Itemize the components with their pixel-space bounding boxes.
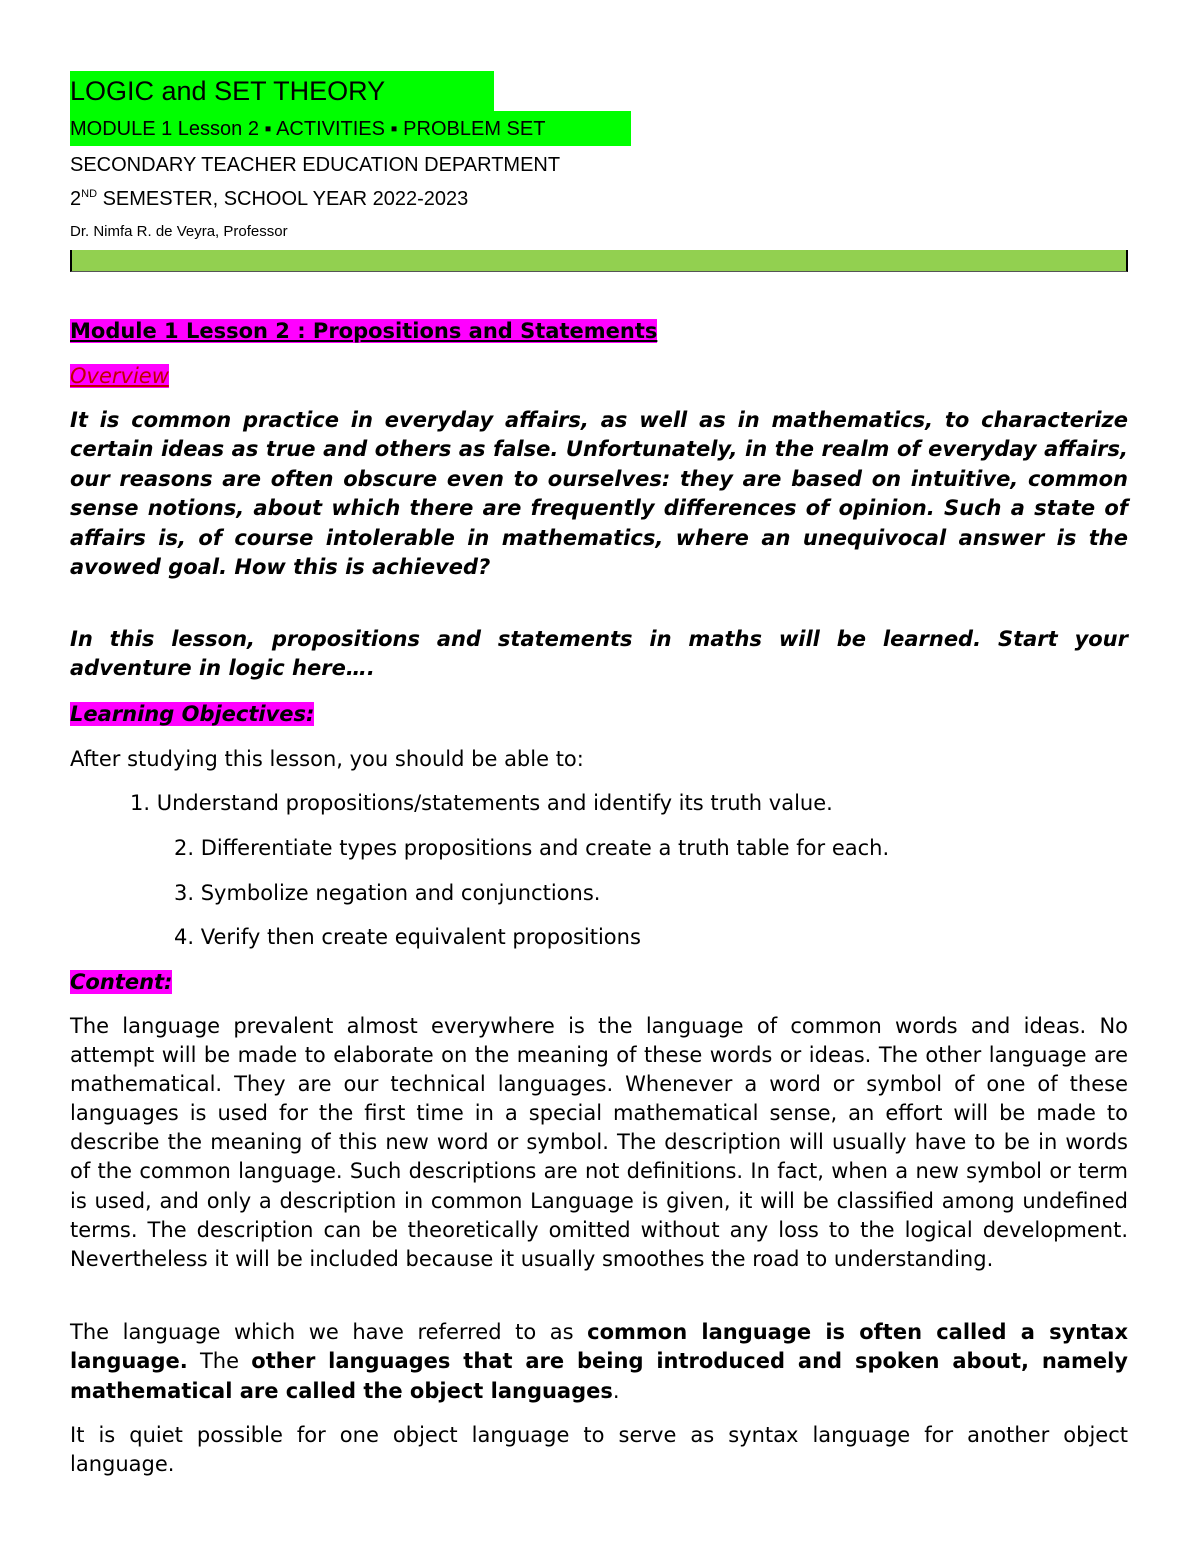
lesson-heading — [70, 316, 1128, 346]
syntax-bold-1: common language is often called a syntax language. — [70, 1320, 1128, 1374]
object-language-paragraph: It is quiet possible for one object language to serve as syntax language for another object language. — [70, 1423, 1128, 1477]
syntax-language-paragraph — [70, 1318, 1128, 1406]
course-title: LOGIC and SET THEORY — [70, 71, 494, 111]
syntax-bold-2: other languages that are being introduced and spoken about, namely mathematical are called the object languages — [70, 1349, 1128, 1403]
objectives-heading — [70, 699, 1128, 729]
semester-number: 2 — [70, 188, 82, 210]
objectives-heading-text: Learning Objectives: — [70, 702, 315, 726]
objective-item: 2. Differentiate types propositions and create a truth table for each. — [174, 836, 890, 860]
overview-paragraph: It is common practice in everyday affairs, as well as in mathematics, to characterize certain ideas as true and others as false. Unfortunately, in the realm of everyday affairs, our reasons are often obscure even to ourselves: they are based on intuitive, common sense notions, about which there are frequently differences of opinion. Such a state of affairs is, of course intolerable in mathematics, where an unequivocal answer is the avowed goal. How this is achieved? — [70, 408, 1128, 580]
syntax-text-1: The language which we have referred to as — [70, 1320, 588, 1344]
semester-suffix: ND — [81, 188, 98, 200]
content-heading-text: Content: — [70, 970, 173, 994]
syntax-text-2: The — [187, 1349, 252, 1374]
content-heading — [70, 967, 1128, 997]
objectives-intro: After studying this lesson, you should be able to: — [70, 747, 584, 771]
semester-rest: SEMESTER, SCHOOL YEAR 2022-2023 — [97, 188, 469, 210]
objective-item: 3. Symbolize negation and conjunctions. — [174, 881, 601, 905]
lesson-heading-text: Module 1 Lesson 2 : Propositions and Statements — [70, 319, 658, 343]
objective-item: 1. Understand propositions/statements and identify its truth value. — [130, 791, 833, 815]
header-divider-bar — [70, 250, 1128, 272]
overview-heading — [70, 361, 1128, 391]
overview-heading-text: Overview — [70, 364, 169, 388]
semester-line — [70, 189, 468, 209]
syntax-text-3: . — [612, 1378, 620, 1403]
department-line: SECONDARY TEACHER EDUCATION DEPARTMENT — [70, 154, 561, 176]
objective-item: 4. Verify then create equivalent propositions — [174, 925, 641, 949]
lesson-intro-paragraph: In this lesson, propositions and statements in maths will be learned. Start your adventure in logic here…. — [70, 627, 1128, 681]
professor-line: Dr. Nimfa R. de Veyra, Professor — [70, 223, 288, 240]
content-paragraph: The language prevalent almost everywhere is the language of common words and ideas. No attempt will be made to elaborate on the meaning of these words or ideas. The other language are mathematical. They are our technical languages. Whenever a word or symbol of one of these languages is used for the first time in a special mathematical sense, an effort will be made to describe the meaning of this new word or symbol. The description will usually have to be in words of the common language. Such descriptions are not definitions. In fact, when a new symbol or term is used, and only a description in common Language is given, it will be classified among undefined terms. The description can be theoretically omitted without any loss to the logical development. Nevertheless it will be included because it usually smoothes the road to understanding. — [70, 1014, 1128, 1271]
module-line: MODULE 1 Lesson 2 ▪ ACTIVITIES ▪ PROBLEM SET — [70, 111, 631, 146]
